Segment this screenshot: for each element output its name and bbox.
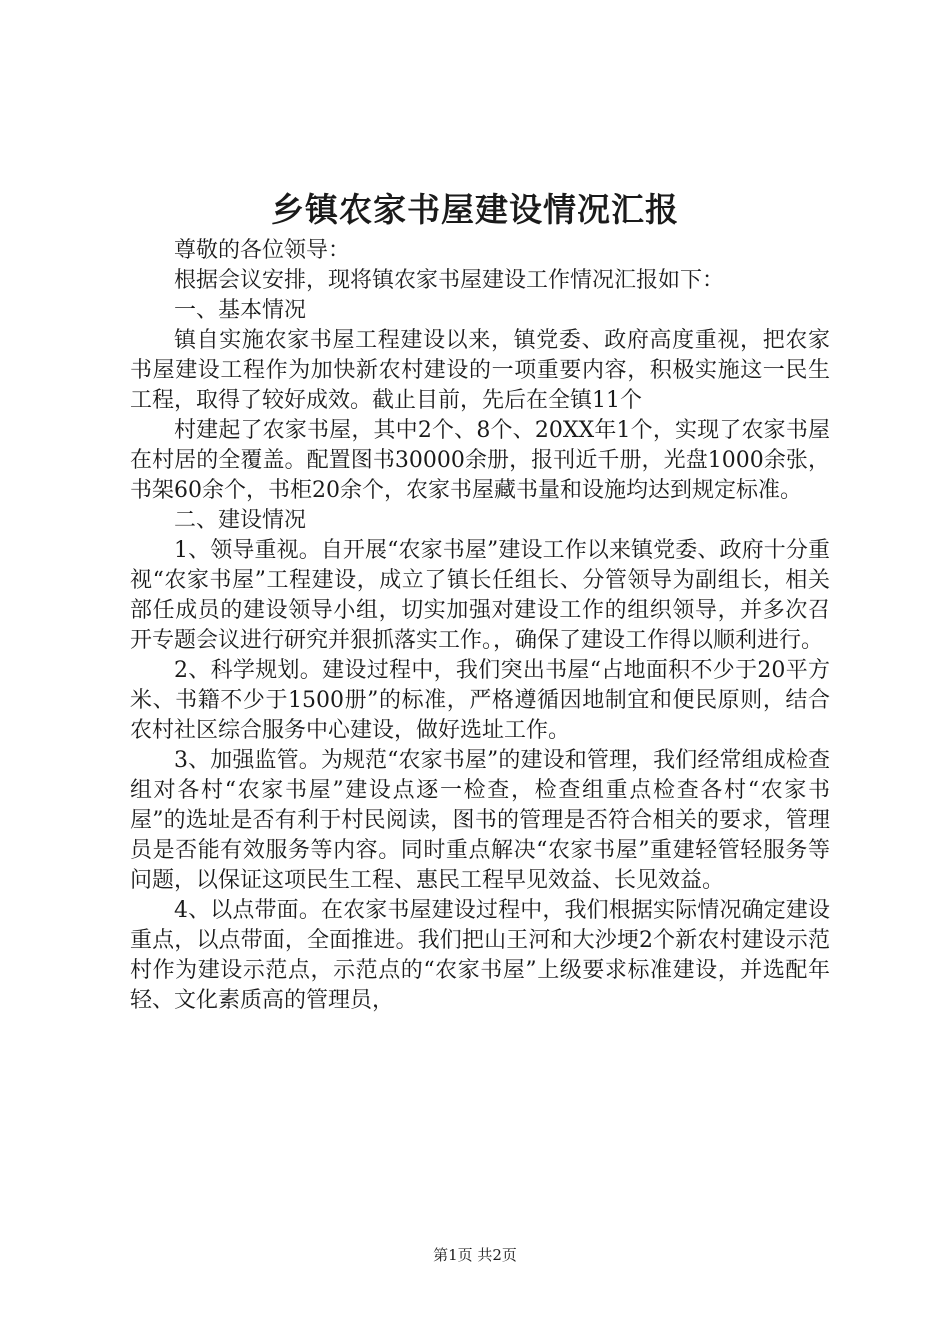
body-paragraph: 1、领导重视。自开展“农家书屋”建设工作以来镇党委、政府十分重视“农家书屋”工程建设，成立了镇长任组长、分管领导为副组长，相关部任成员的建设领导小组，切实加强对建设工作的组织领导，并多次召开专题会议进行研究并狠抓落实工作。，确保了建设工作得以顺利进行。 [130,538,830,653]
page-number: 第1页 共2页 [433,1246,517,1264]
document-title: 乡镇农家书屋建设情况汇报 [271,190,679,229]
salutation: 尊敬的各位领导： [174,238,351,263]
document-body [130,236,830,1016]
body-paragraph: 3、加强监管。为规范“农家书屋”的建设和管理，我们经常组成检查组对各村“农家书屋”建设点逐一检查，检查组重点检查各村“农家书屋”的选址是否有利于村民阅读，图书的管理是否符合相关的要求，管理员是否能有效服务等内容。同时重点解决“农家书屋”重建轻管轻服务等问题，以保证这项民生工程、惠民工程早见效益、长见效益。 [130,748,830,893]
page-footer [0,1244,950,1266]
section-heading-construction: 二、建设情况 [174,508,307,533]
intro-paragraph: 根据会议安排，现将镇农家书屋建设工作情况汇报如下： [174,268,725,293]
body-paragraph: 村建起了农家书屋，其中2个、8个、20XX年1个，实现了农家书屋在村居的全覆盖。配置图书30000余册，报刊近千册，光盘1000余张，书架60余个，书柜20余个，农家书屋藏书量和设施均达到规定标准。 [130,418,830,503]
section-heading-basic: 一、基本情况 [174,298,307,323]
body-paragraph: 镇自实施农家书屋工程建设以来，镇党委、政府高度重视，把农家书屋建设工程作为加快新农村建设的一项重要内容，积极实施这一民生工程，取得了较好成效。截止目前，先后在全镇11个 [130,328,830,413]
body-paragraph: 4、以点带面。在农家书屋建设过程中，我们根据实际情况确定建设重点，以点带面，全面推进。我们把山王河和大沙埂2个新农村建设示范村作为建设示范点，示范点的“农家书屋”上级要求标准建设，并选配年轻、文化素质高的管理员， [130,898,830,1013]
body-paragraph: 2、科学规划。建设过程中，我们突出书屋“占地面积不少于20平方米、书籍不少于1500册”的标准，严格遵循因地制宜和便民原则，结合农村社区综合服务中心建设，做好选址工作。 [130,658,830,743]
